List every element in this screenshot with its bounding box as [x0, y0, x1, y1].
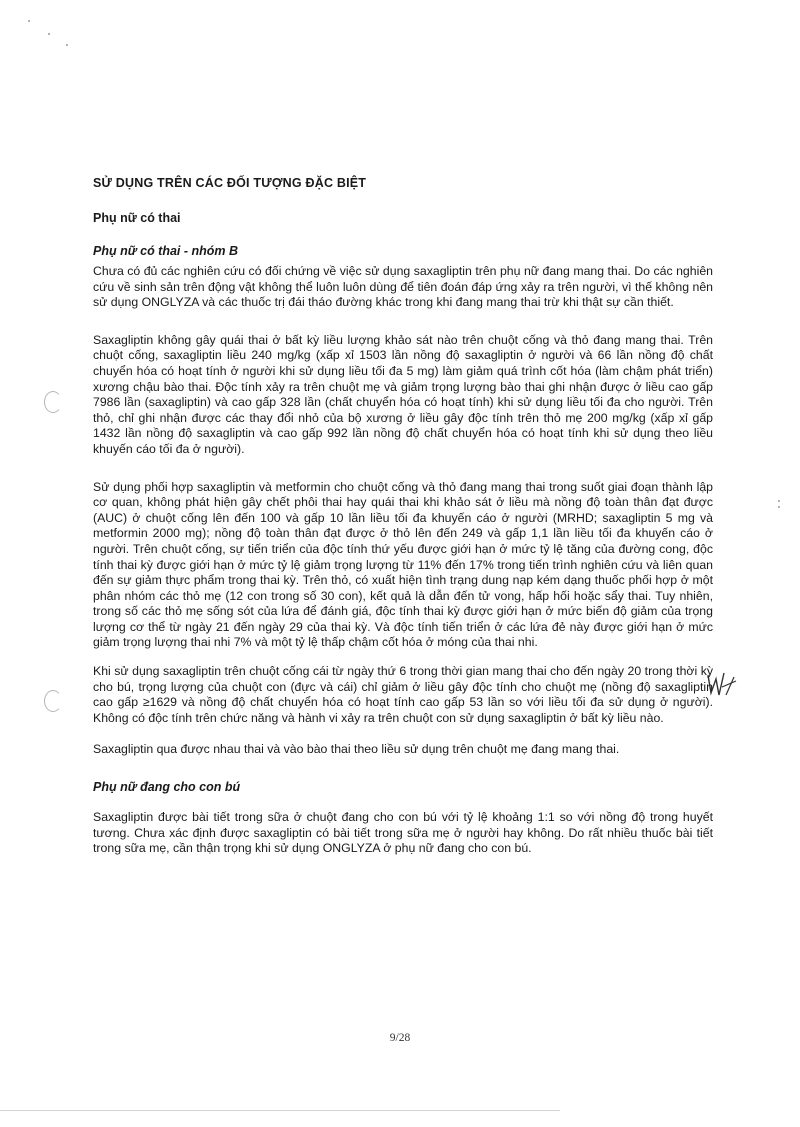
punch-hole-mark — [44, 391, 62, 413]
paragraph: Khi sử dụng saxagliptin trên chuột cống cái từ ngày thứ 6 trong thời gian mang thai cho đến ngày 20 trong thời kỳ cho bú, trọng lượng của chuột con (đực và cái) chỉ giảm ở liều gây độc tính cho chuột mẹ (nồng độ saxagliptin cao gấp ≥1629 và nồng độ chất chuyển hóa có hoạt tính cao gấp 53 lần so với liều tối đa sử dụng ở người). Không có độc tính trên chức năng và hành vi xảy ra trên chuột con sử dụng saxagliptin ở bất kỳ liều nào. — [93, 664, 713, 725]
scan-speck — [48, 33, 50, 35]
paragraph: Sử dụng phối hợp saxagliptin và metformin cho chuột cống và thỏ đang mang thai trong suốt giai đoạn thành lập cơ quan, không phát hiện gây chết phôi thai hay quái thai khi khảo sát ở liều mà nồng độ toàn thân đạt được (AUC) ở chuột cống lên đến 100 và gấp 10 lần liều tối đa khuyến cáo ở người (MRHD; saxagliptin 5 mg và metformin 2000 mg); nồng độ toàn thân đạt được ở thỏ lên đến 249 và gấp 1,1 lần liều tối đa khuyến cáo ở người. Trên chuột cống, sự tiến triển của độc tính thứ yếu được giới hạn ở mức tỷ lệ tăng của đường cong, độc tính thai kỳ được giới hạn ở mức tỷ lệ giảm trọng lượng từ 11% đến 17% trong tiến trình nghiên cứu và liên quan đến sự giảm thực phẩm trong thai kỳ. Trên thỏ, có xuất hiện tình trạng dung nạp kém dạng thuốc phối hợp ở một phân nhóm các thỏ mẹ (12 con trong số 30 con), kết quả là dẫn đến tử vong, hấp hối hoặc sẩy thai. Tuy nhiên, trong số các thỏ mẹ sống sót của lứa để đánh giá, độc tính thai kỳ được giới hạn ở mức biến độ giảm của trọng lượng cơ thể từ ngày 21 đến ngày 29 của thai kỳ. Và độc tính tiến triển ở các lứa đẻ này được giới hạn ở mức giảm trọng lượng thai nhi 7% và một tỷ lệ thấp chậm cốt hóa ở móng của thai nhi. — [93, 479, 713, 650]
subsection-heading-pregnancy-category: Phụ nữ có thai - nhóm B — [93, 244, 239, 258]
paragraph: Saxagliptin được bài tiết trong sữa ở chuột đang cho con bú với tỷ lệ khoảng 1:1 so với nồng độ trong huyết tương. Chưa xác định được saxagliptin có bài tiết trong sữa mẹ ở người hay không. Do rất nhiều thuốc bài tiết trong sữa mẹ, cần thận trọng khi sử dụng ONGLYZA ở phụ nữ đang cho con bú. — [93, 810, 713, 856]
scan-speck — [66, 44, 68, 46]
section-title: SỬ DỤNG TRÊN CÁC ĐỐI TƯỢNG ĐẶC BIỆT — [93, 176, 367, 190]
paragraph: Saxagliptin không gây quái thai ở bất kỳ liều lượng khảo sát nào trên chuột cống và thỏ đang mang thai. Trên chuột cống, saxagliptin liều 240 mg/kg (xấp xỉ 1503 lần nồng độ saxagliptin ở người và 66 lần nồng độ chất chuyển hóa có hoạt tính ở người khi sử dụng liều tối đa 5 mg) làm giảm quá trình cốt hóa (làm chậm phát triển) xương chậu bào thai. Độc tính xảy ra trên chuột mẹ và giảm trọng lượng bào thai ghi nhận được ở liều cao gấp 7986 lần (saxagliptin) và cao gấp 328 lần (chất chuyển hóa có hoạt tính) khi sử dụng liều tối đa cho người. Trên thỏ, chỉ ghi nhận được các thay đổi nhỏ của bộ xương ở liều gây độc tính trên thỏ mẹ 200 mg/kg (xấp xỉ gấp 1432 lần nồng độ saxagliptin và cao gấp 992 lần nồng độ chất chuyển hóa có hoạt tính khi sử dụng theo liều khuyến cáo tối đa ở người). — [93, 332, 713, 456]
punch-hole-mark — [44, 690, 62, 712]
scan-speck — [28, 20, 30, 22]
document-body — [93, 176, 713, 873]
subsection-heading-nursing: Phụ nữ đang cho con bú — [93, 780, 241, 795]
scan-speck — [778, 500, 780, 502]
paragraph: Chưa có đủ các nghiên cứu có đối chứng về việc sử dụng saxagliptin trên phụ nữ đang mang thai. Do các nghiên cứu về sinh sản trên động vật không thể luôn luôn dùng để tiên đoán đáp ứng xảy ra trên người, vì thế không nên sử dụng ONGLYZA và các thuốc trị đái tháo đường khác trong khi đang mang thai trừ khi thật sự cần thiết. — [93, 264, 713, 310]
scan-speck — [778, 506, 780, 508]
page-number: 9/28 — [389, 1032, 411, 1044]
scan-edge-line — [0, 1110, 560, 1111]
subsection-heading-pregnant: Phụ nữ có thai — [93, 211, 181, 225]
paragraph: Saxagliptin qua được nhau thai và vào bào thai theo liều sử dụng trên chuột mẹ đang mang thai. — [93, 742, 620, 757]
